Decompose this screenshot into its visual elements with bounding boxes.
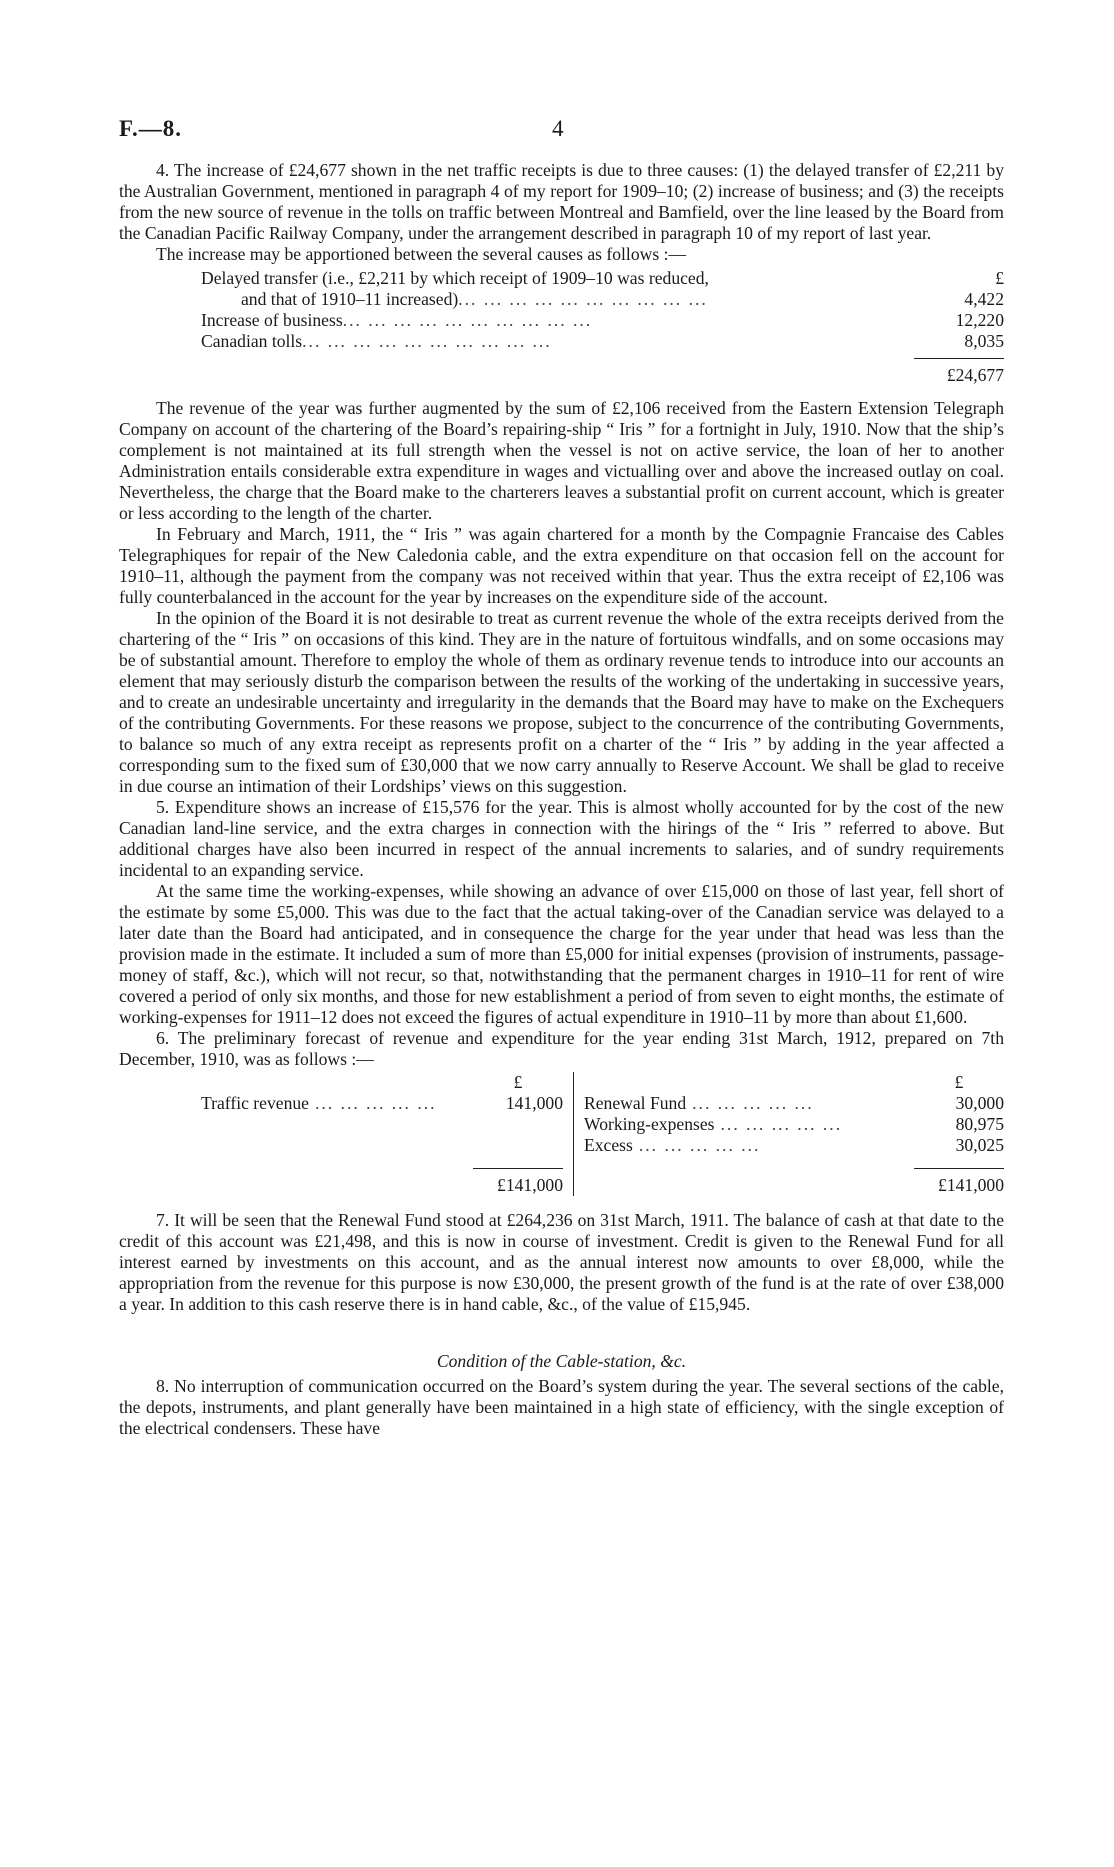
- total-amount: £141,000: [473, 1168, 563, 1196]
- row-label: Delayed transfer (i.e., £2,211 by which receipt of 1909–10 was reduced,: [201, 268, 709, 288]
- leader-dots: ... ... ... ... ... ... ... ... ... ...: [342, 310, 593, 330]
- leader-dots: ... ... ... ... ... ... ... ... ... ...: [458, 289, 708, 309]
- leader-dots: ... ... ... ... ...: [692, 1093, 814, 1113]
- paragraph-revenue-1: The revenue of the year was further augmented by the sum of £2,106 received from the Eastern Extension Telegraph Company on account of the chartering of the Board’s repairing-ship “ Iris ” for a fortnight in July, 1910. Now that the ship’s complement is not maintained at its full strength when the vessel is not on active service, the loan of her to another Administration entails considerable extra expenditure in wages and victualling over and above the increased outlay on coal. Nevertheless, the charge that the Board make to the charterers leaves a substantial profit on current account, which is greater or less according to the length of the charter.: [119, 398, 1004, 523]
- row-amount: 30,000: [955, 1093, 1004, 1113]
- section-heading: Condition of the Cable-station, &c.: [436, 1351, 687, 1371]
- leader-dots: ... ... ... ... ...: [314, 1093, 437, 1113]
- table-total: [201, 358, 1004, 384]
- row-label: Canadian tolls: [201, 331, 303, 351]
- spacer: [201, 1135, 563, 1156]
- row-label: and that of 1910–11 increased): [241, 289, 459, 309]
- paragraph-4-intro-table: The increase may be apportioned between the several causes as follows :—: [156, 244, 687, 264]
- spacer: [201, 1114, 563, 1135]
- page-number: 4: [552, 116, 564, 141]
- table-row: [201, 1072, 563, 1093]
- table-total: [584, 1168, 1004, 1196]
- total-amount: £24,677: [914, 358, 1004, 384]
- forecast-table: [201, 1072, 1004, 1196]
- leader-dots: ... ... ... ... ...: [720, 1114, 843, 1134]
- table-total: [201, 1168, 563, 1196]
- paragraph-5b: At the same time the working-expenses, while showing an advance of over £15,000 on those of last year, fell short of the estimate by some £5,000. This was due to the fact that the actual taking-over of the Canadian service was delayed to a later date than the Board had anticipated, and in consequence the charge for the year under that head was less than the provision made in the estimate. It included a sum of more than £5,000 for initial expenses (provision of instruments, passage-money of staff, &c.), which will not recur, so that, notwithstanding that the permanent charges in 1910–11 for rent of wire covered a period of only six months, and those for new establishment a period of from seven to eight months, the estimate of working-expenses for 1911–12 does not exceed the figures of actual expenditure in 1910–11 by more than about £1,600.: [119, 881, 1004, 1027]
- leader-dots: ... ... ... ... ... ... ... ... ... ...: [302, 331, 552, 351]
- row-amount: 30,025: [955, 1135, 1004, 1155]
- table-row: [201, 331, 1004, 352]
- table-row: [584, 1114, 1004, 1135]
- table-row: [584, 1093, 1004, 1114]
- table-row: [201, 310, 1004, 331]
- apportionment-table: [201, 268, 1004, 384]
- spacer: [119, 384, 1004, 398]
- table-row: [201, 268, 1004, 289]
- forecast-expenditure-column: [574, 1072, 1004, 1196]
- spacer: [119, 1196, 1004, 1210]
- paragraph-8: 8. No interruption of communication occurred on the Board’s system during the year. The several sections of the cable, the depots, instruments, and plant generally have been maintained in a high state of efficiency, with the single exception of the electrical condensers. These have: [119, 1376, 1004, 1438]
- table-row: [201, 1093, 563, 1114]
- currency-symbol: £: [954, 1072, 964, 1092]
- row-amount: 8,035: [964, 331, 1004, 351]
- currency-symbol: £: [513, 1072, 523, 1092]
- row-amount: 4,422: [964, 289, 1004, 309]
- row-amount: 141,000: [505, 1093, 563, 1113]
- row-amount: 80,975: [955, 1114, 1004, 1134]
- paragraph-4: 4. The increase of £24,677 shown in the net traffic receipts is due to three causes: (1) the delayed transfer of £2,211 by the Australian Government, mentioned in paragraph 4 of my report for 1909–10; (2) increase of business; and (3) the receipts from the new source of revenue in the tolls on traffic between Montreal and Bamfield, over the line leased by the Board from the Canadian Pacific Railway Company, under the arrangement described in paragraph 10 of my report of last year.: [119, 160, 1004, 243]
- paragraph-5: 5. Expenditure shows an increase of £15,576 for the year. This is almost wholly accounted for by the cost of the new Canadian land-line service, and the extra charges in connection with the hirings of the “ Iris ” referred to above. But additional charges have also been incurred in respect of the annual increments to salaries, and of sundry requirements incidental to an expanding service.: [119, 797, 1004, 880]
- paragraph-revenue-2: In February and March, 1911, the “ Iris ” was again chartered for a month by the Compagnie Francaise des Cables Telegraphiques for repair of the New Caledonia cable, and the extra expenditure on that occasion fell on the account for 1910–11, although the payment from the company was not received within that year. Thus the extra receipt of £2,106 was fully counterbalanced in the account for the year by increases on the expenditure side of the account.: [119, 524, 1004, 607]
- page-header: [119, 118, 1004, 160]
- leader-dots: ... ... ... ... ...: [638, 1135, 761, 1155]
- table-row: [584, 1072, 1004, 1093]
- row-label: Increase of business: [201, 310, 343, 330]
- total-amount: £141,000: [914, 1168, 1004, 1196]
- row-label: Working-expenses: [584, 1114, 715, 1134]
- paragraph-6: 6. The preliminary forecast of revenue and expenditure for the year ending 31st March, 1912, prepared on 7th December, 1910, was as follows :—: [119, 1028, 1004, 1069]
- paragraph-7: 7. It will be seen that the Renewal Fund stood at £264,236 on 31st March, 1911. The balance of cash at that date to the credit of this account was £21,498, and this is now in course of investment. Credit is given to the Renewal Fund for all interest earned by investments on this account, and as the annual interest now amounts to over £8,000, while the appropriation from the revenue for this purpose is now £30,000, the present growth of the fund is at the rate of over £38,000 a year. In addition to this cash reserve there is in hand cable, &c., of the value of £15,945.: [119, 1210, 1004, 1314]
- table-row: [584, 1135, 1004, 1156]
- row-label: Excess: [584, 1135, 633, 1155]
- row-label: Traffic revenue: [201, 1093, 309, 1113]
- table-row: [201, 289, 1004, 310]
- row-amount: 12,220: [955, 310, 1004, 330]
- row-label: Renewal Fund: [584, 1093, 687, 1113]
- forecast-revenue-column: [201, 1072, 574, 1196]
- document-reference: F.—8.: [119, 116, 182, 141]
- currency-symbol: £: [995, 268, 1004, 288]
- paragraph-revenue-3: In the opinion of the Board it is not desirable to treat as current revenue the whole of the extra receipts derived from the chartering of the “ Iris ” on occasions of this kind. They are in the nature of fortuitous windfalls, and on some occasions may be of substantial amount. Therefore to employ the whole of them as ordinary revenue tends to introduce into our accounts an element that may seriously disturb the comparison between the results of the working of the undertaking in successive years, and to create an undesirable uncertainty and irregularity in the demands that the Board may have to make on the Exchequers of the contributing Governments. For these reasons we propose, subject to the concurrence of the contributing Governments, to balance so much of any extra receipt as represents profit on a charter of the “ Iris ” by adding in the year affected a corresponding sum to the fixed sum of £30,000 that we now carry annually to Reserve Account. We shall be glad to receive in due course an intimation of their Lordships’ views on this suggestion.: [119, 608, 1004, 796]
